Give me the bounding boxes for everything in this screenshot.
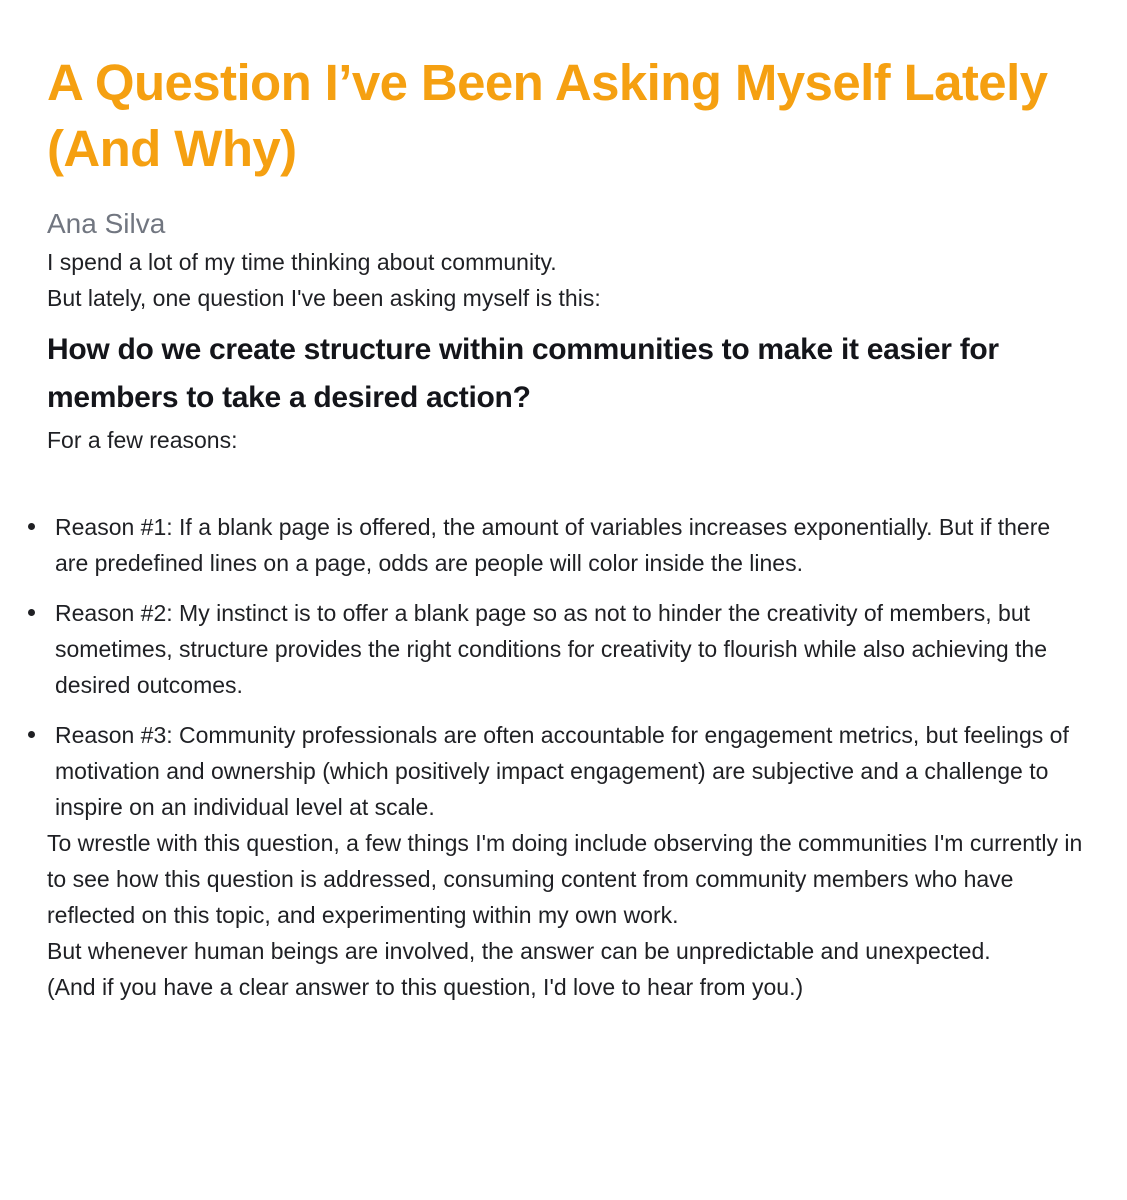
intro-paragraph: I spend a lot of my time thinking about community. <box>47 249 557 275</box>
bullet-icon <box>28 609 35 616</box>
bullet-icon <box>28 731 35 738</box>
list-item <box>47 595 1087 703</box>
bullet-icon <box>28 523 35 530</box>
reasons-list <box>47 509 1087 825</box>
closing-paragraph: (And if you have a clear answer to this question, I'd love to hear from you.) <box>47 974 804 1000</box>
reason-text: Reason #3: Community professionals are often accountable for engagement metrics, but feelings of motivation and ownership (which positively impact engagement) are subjective and a challenge to inspire on an individual level at scale. <box>55 722 1069 820</box>
reasons-intro-paragraph: For a few reasons: <box>47 427 238 453</box>
reason-text: Reason #1: If a blank page is offered, the amount of variables increases exponentially. But if there are predefined lines on a page, odds are people will color inside the lines. <box>55 514 1051 576</box>
author-name: Ana Silva <box>47 208 166 239</box>
caveat-paragraph: But whenever human beings are involved, the answer can be unpredictable and unexpected. <box>47 938 991 964</box>
list-item <box>47 717 1087 825</box>
article-body <box>47 244 1087 1005</box>
key-question-heading: How do we create structure within communities to make it easier for members to take a desired action? <box>47 333 999 414</box>
reason-text: Reason #2: My instinct is to offer a blank page so as not to hinder the creativity of members, but sometimes, structure provides the right conditions for creativity to flourish while also achieving the desired outcomes. <box>55 600 1048 698</box>
list-item <box>47 509 1087 581</box>
approach-paragraph: To wrestle with this question, a few things I'm doing include observing the communities I'm currently in to see how this question is addressed, consuming content from community members who have reflected on this topic, and experimenting within my own work. <box>47 830 1083 928</box>
lead-in-paragraph: But lately, one question I've been asking myself is this: <box>47 285 601 311</box>
article-title: A Question I’ve Been Asking Myself Lately (And Why) <box>47 54 1048 177</box>
article <box>47 50 1087 1005</box>
